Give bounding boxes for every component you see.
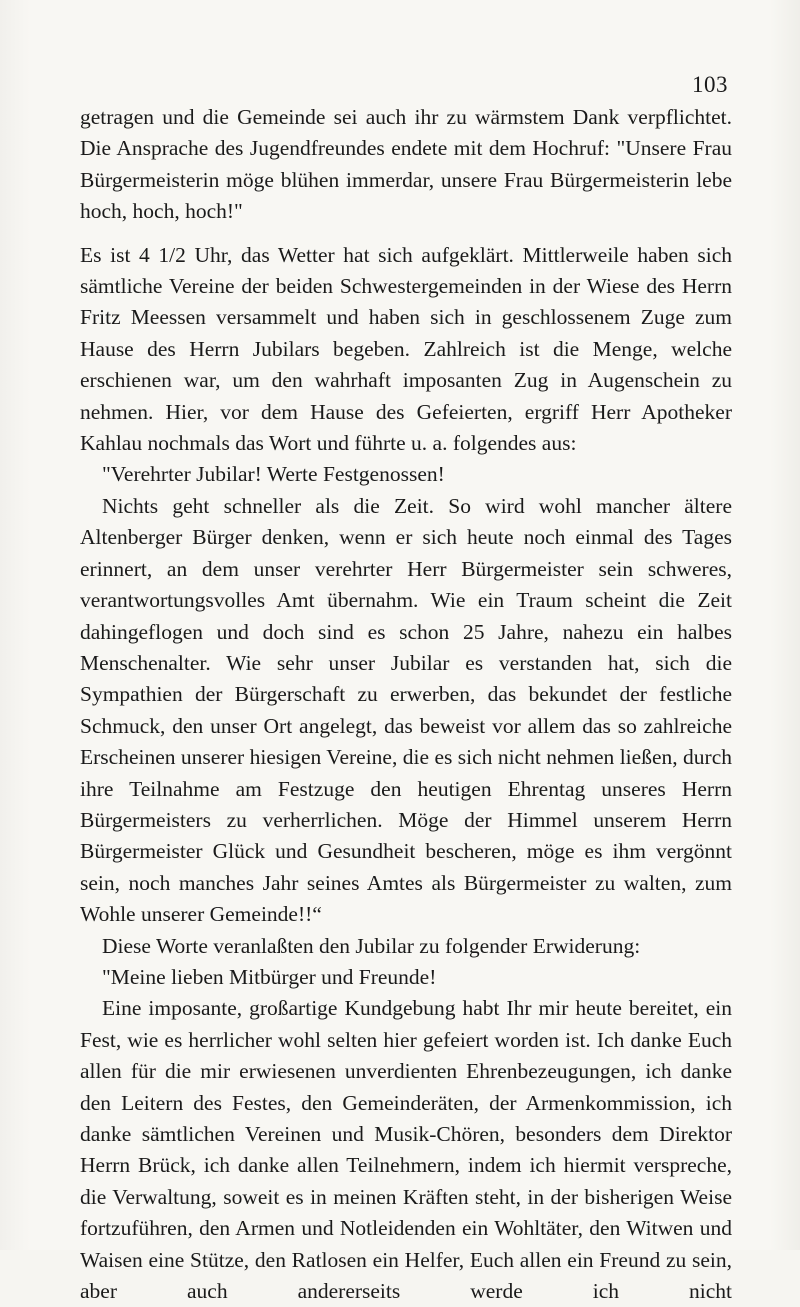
paragraph-reply-salutation: "Meine lieben Mitbürger und Freunde! <box>102 964 437 989</box>
page-number: 103 <box>692 72 728 97</box>
paragraph-salutation: "Verehrter Jubilar! Werte Festgenossen! <box>102 462 445 487</box>
paragraph-speech-ending: getragen und die Gemeinde sei auch ihr zu wärmstem Dank verpflichtet. Die Ansprache des Jugendfreundes endete mit dem Hochruf: "Unsere Frau Bürgermeisterin möge blühen immerdar, unsere Frau Bürgermeisterin lebe hoch, hoch, hoch!" <box>80 105 732 224</box>
paragraph-kahlau-speech: Nichts geht schneller als die Zeit. So wird wohl mancher ältere Altenberger Bürger denken, wenn er sich heute noch einmal des Tages erinnert, an dem unser verehrter Herr Bürgermeister sein schweres, verantwortungsvolles Amt übernahm. Wie ein Traum scheint die Zeit dahingeflogen und doch sind es schon 25 Jahre, nahezu ein halbes Menschenalter. Wie sehr unser Jubilar es verstanden hat, sich die Sympathien der Bürgerschaft zu erwerben, das bekundet der festliche Schmuck, den unser Ort angelegt, das beweist vor allem das so zahlreiche Erscheinen unserer hiesigen Vereine, die es sich nicht nehmen ließen, durch ihre Teilnahme am Festzuge den heutigen Ehrentag unseres Herrn Bürgermeisters zu verherrlichen. Möge der Himmel unserem Herrn Bürgermeister Glück und Gesundheit bescheren, möge es ihm vergönnt sein, noch manches Jahr seines Amtes als Bürgermeister zu walten, zum Wohle unserer Gemeinde!!“ <box>80 493 732 927</box>
paragraph-reply-intro: Diese Worte veranlaßten den Jubilar zu folgender Erwiderung: <box>102 933 641 958</box>
paragraph-reply-speech: Eine imposante, großartige Kundgebung habt Ihr mir heute bereitet, ein Fest, wie es herrlicher wohl selten hier gefeiert worden ist. Ich danke Euch allen für die mir erwiesenen unverdienten Ehrenbezeugungen, ich danke den Leitern des Festes, den Gemeinderäten, der Armenkommission, ich danke sämtlichen Vereinen und Musik-Chören, besonders dem Direktor Herrn Brück, ich danke allen Teilnehmern, indem ich hiermit verspreche, die Verwaltung, soweit es in meinen Kräften steht, in der bisherigen Weise fortzuführen, den Armen und Notleidenden ein Wohltäter, den Witwen und Waisen eine Stütze, den Ratlosen ein Helfer, Euch allen ein Freund zu sein, aber auch andererseits werde ich nicht <box>80 996 732 1304</box>
paragraph-weather-procession: Es ist 4 1/2 Uhr, das Wetter hat sich aufgeklärt. Mittlerweile haben sich sämtliche Vereine der beiden Schwestergemeinden in der Wiese des Herrn Fritz Meessen versammelt und haben sich in geschlossenem Zuge zum Hause des Herrn Jubilars begeben. Zahlreich ist die Menge, welche erschienen war, um den wahrhaft imposanten Zug in Augenschein zu nehmen. Hier, vor dem Hause des Gefeierten, ergriff Herr Apotheker Kahlau nochmals das Wort und führte u. a. folgendes aus: <box>80 242 732 456</box>
body-text <box>80 102 732 1307</box>
